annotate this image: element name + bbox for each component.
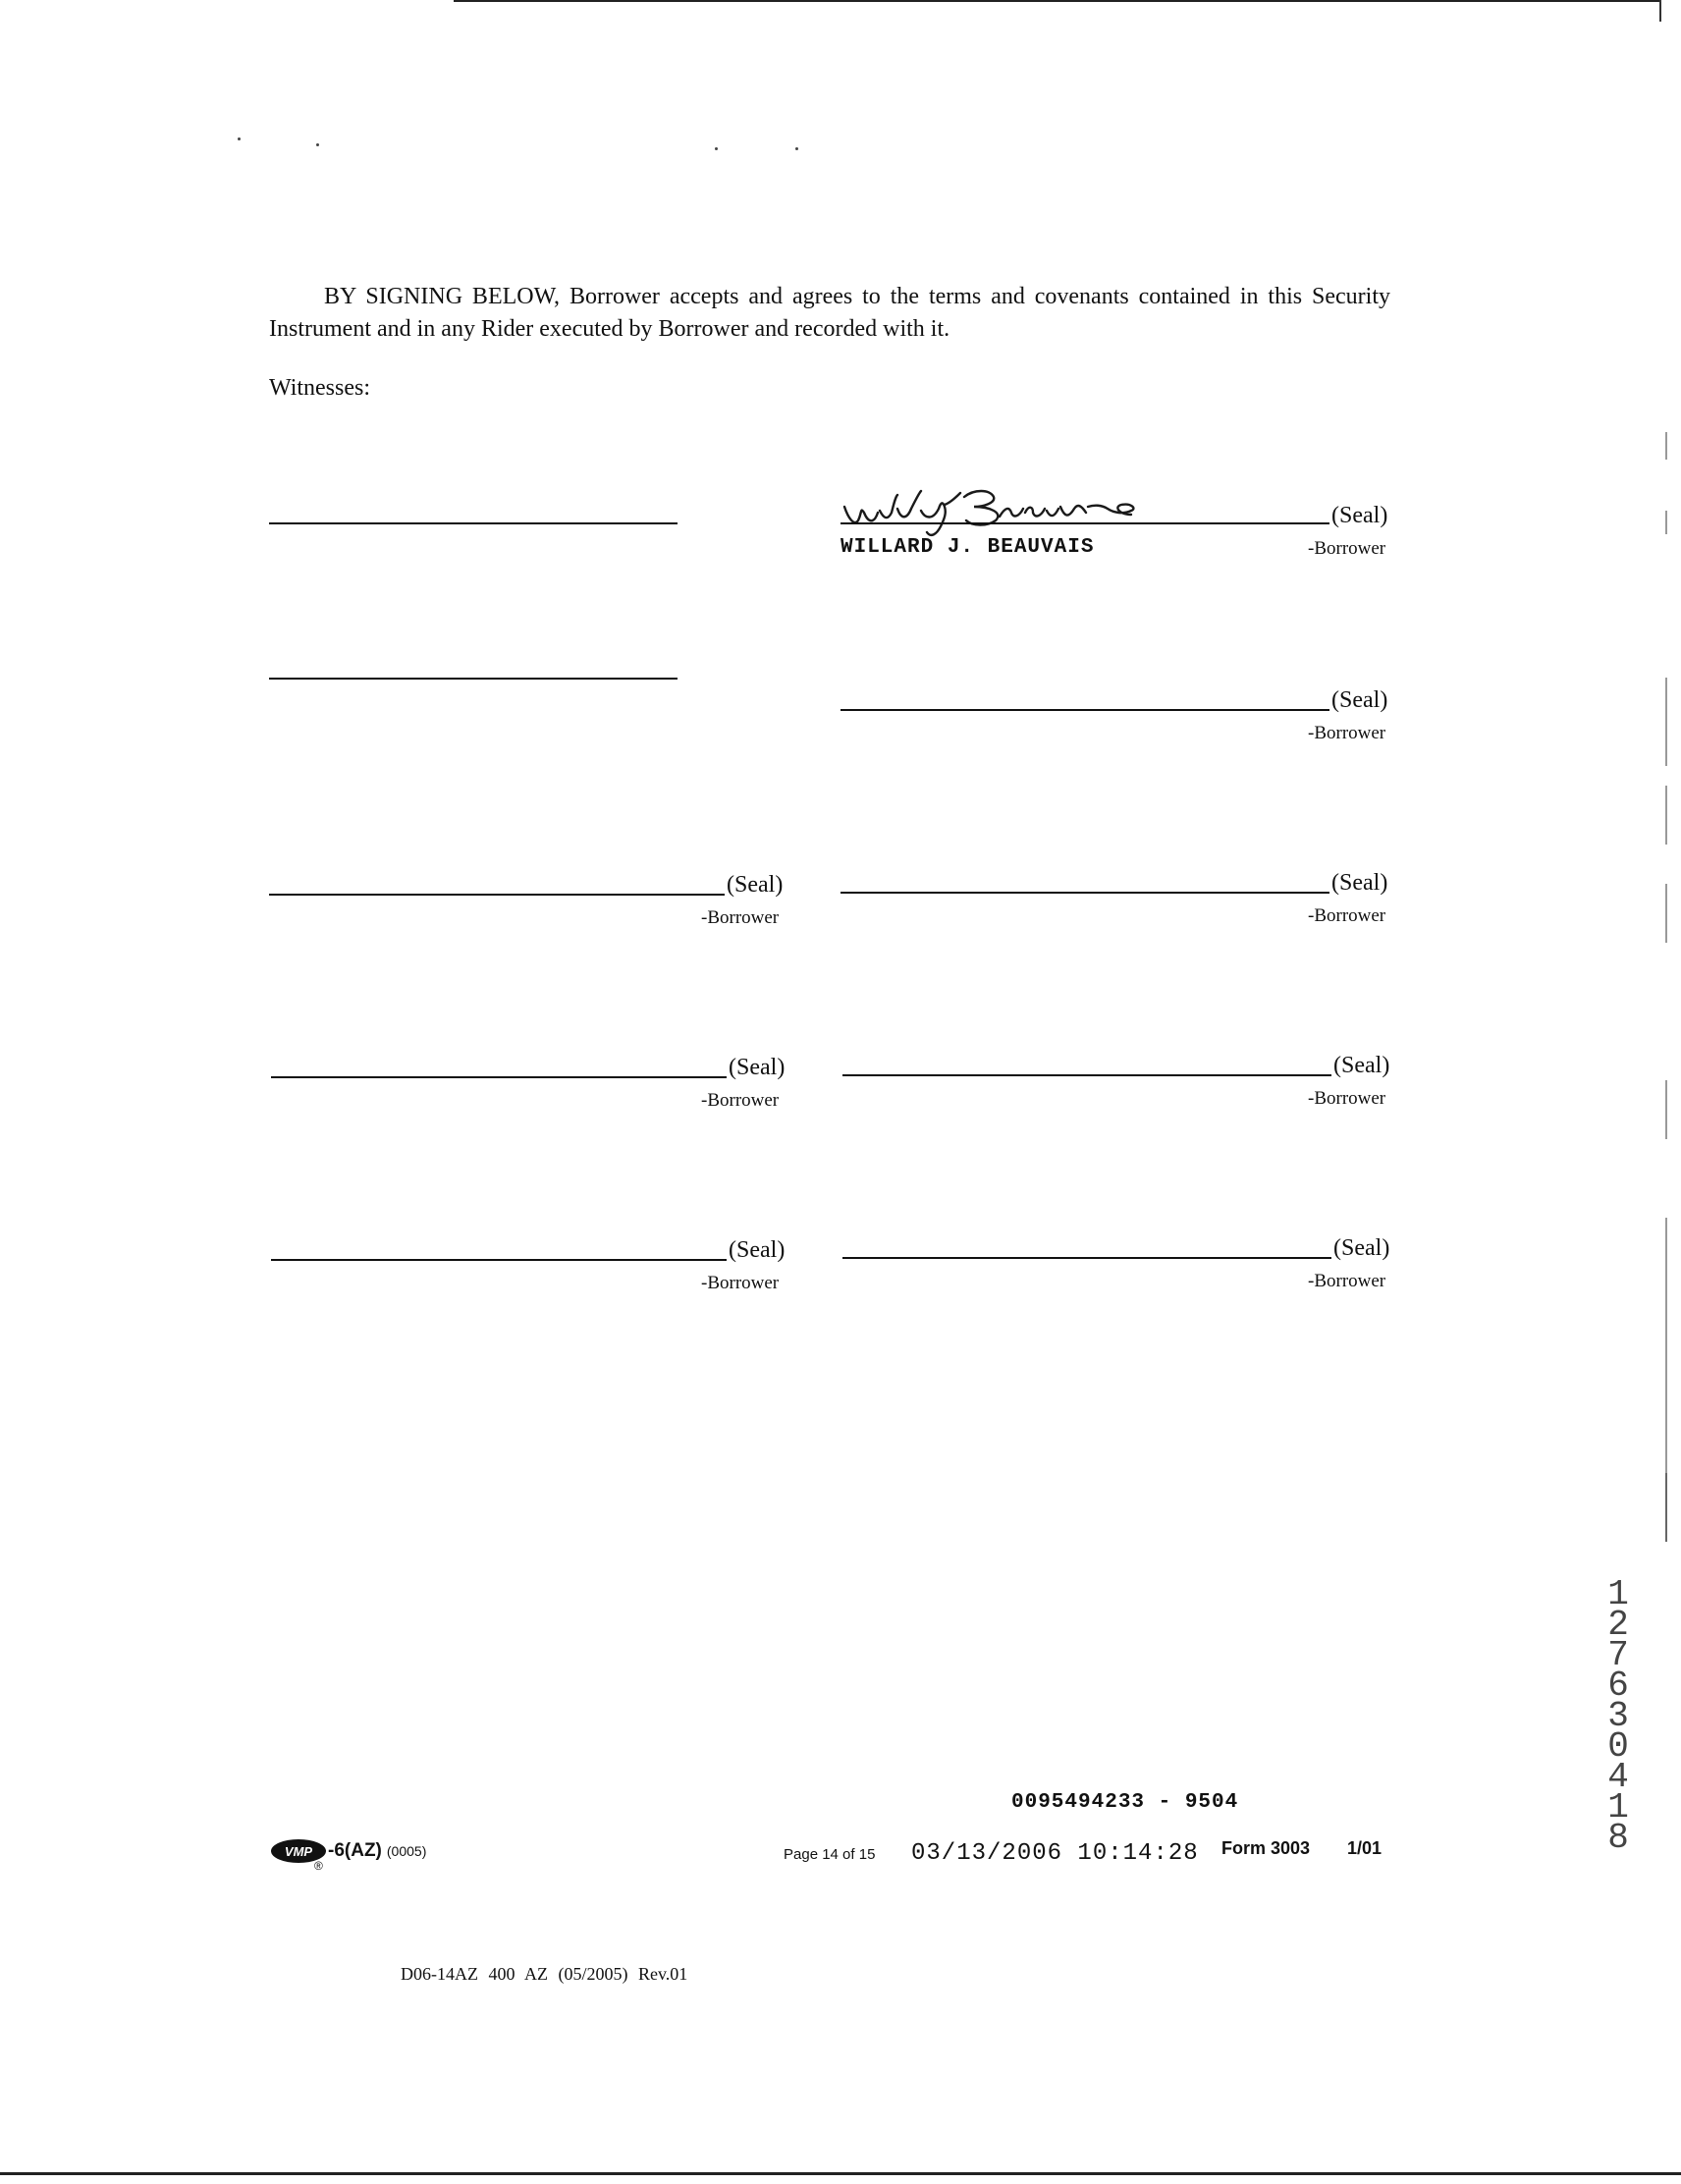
borrower-label: -Borrower <box>1308 1088 1386 1109</box>
seal-label: (Seal) <box>729 1055 786 1080</box>
scan-speck <box>316 143 319 146</box>
borrower-label: -Borrower <box>701 1273 780 1293</box>
form-code: -6(AZ) <box>328 1840 382 1861</box>
borrower-signature-line <box>271 1259 727 1261</box>
form-number: Form 3003 <box>1221 1838 1311 1858</box>
margin-mark <box>1665 786 1667 845</box>
margin-mark <box>1665 1473 1667 1542</box>
witnesses-label: Witnesses: <box>269 375 371 401</box>
vmp-logo-icon: VMP <box>271 1839 326 1863</box>
seal-label: (Seal) <box>727 872 784 898</box>
margin-mark <box>1665 1218 1667 1473</box>
borrower-signature-line <box>842 1074 1331 1076</box>
borrower-label: -Borrower <box>1308 723 1386 743</box>
form-code-date: (0005) <box>386 1843 427 1859</box>
margin-mark <box>1665 511 1667 534</box>
borrower-label: -Borrower <box>701 1090 780 1111</box>
borrower-signature-line <box>840 892 1329 894</box>
signing-statement-text: BY SIGNING BELOW, Borrower accepts and agrees to the terms and covenants contained in this Security Instrument and in any Rider executed by Borrower and recorded with it. <box>269 284 1390 342</box>
form-identifier <box>271 1839 427 1873</box>
seal-label: (Seal) <box>729 1237 786 1263</box>
scan-speck <box>795 147 798 150</box>
borrower-signature-line <box>842 1257 1331 1259</box>
borrower-label: -Borrower <box>1308 905 1386 926</box>
signing-statement <box>269 281 1390 346</box>
seal-label: (Seal) <box>1331 687 1388 713</box>
witness-signature-line <box>269 522 678 524</box>
scan-edge-corner <box>1659 0 1661 22</box>
borrower-signature-line <box>840 522 1329 524</box>
page-indicator: Page 14 of 15 <box>784 1846 876 1863</box>
margin-mark <box>1665 432 1667 460</box>
signer-name: WILLARD J. BEAUVAIS <box>840 536 1095 559</box>
borrower-signature <box>837 483 1229 540</box>
borrower-signature-line <box>271 1076 727 1078</box>
witness-signature-line <box>269 678 678 680</box>
scan-speck <box>715 147 718 150</box>
margin-mark <box>1665 1080 1667 1139</box>
recording-number: 12763 0418 <box>1607 1574 1629 1858</box>
margin-mark <box>1665 678 1667 766</box>
borrower-signature-line <box>840 709 1329 711</box>
seal-label: (Seal) <box>1331 503 1388 528</box>
borrower-signature-line <box>269 894 725 896</box>
print-timestamp: 03/13/2006 10:14:28 <box>911 1840 1199 1867</box>
borrower-label: -Borrower <box>1308 538 1386 559</box>
margin-mark <box>1665 884 1667 943</box>
scan-speck <box>238 137 241 140</box>
scan-edge-bottom <box>0 2172 1681 2175</box>
borrower-label: -Borrower <box>1308 1271 1386 1291</box>
loan-number: 0095494233 - 9504 <box>1011 1791 1239 1814</box>
seal-label: (Seal) <box>1333 1053 1390 1078</box>
registered-mark: ® <box>314 1859 323 1873</box>
document-code: D06-14AZ 400 AZ (05/2005) Rev.01 <box>401 1964 688 1984</box>
form-revision: 1/01 <box>1347 1838 1383 1858</box>
seal-label: (Seal) <box>1331 870 1388 896</box>
scan-edge-top <box>454 0 1661 2</box>
borrower-label: -Borrower <box>701 907 780 928</box>
seal-label: (Seal) <box>1333 1235 1390 1261</box>
